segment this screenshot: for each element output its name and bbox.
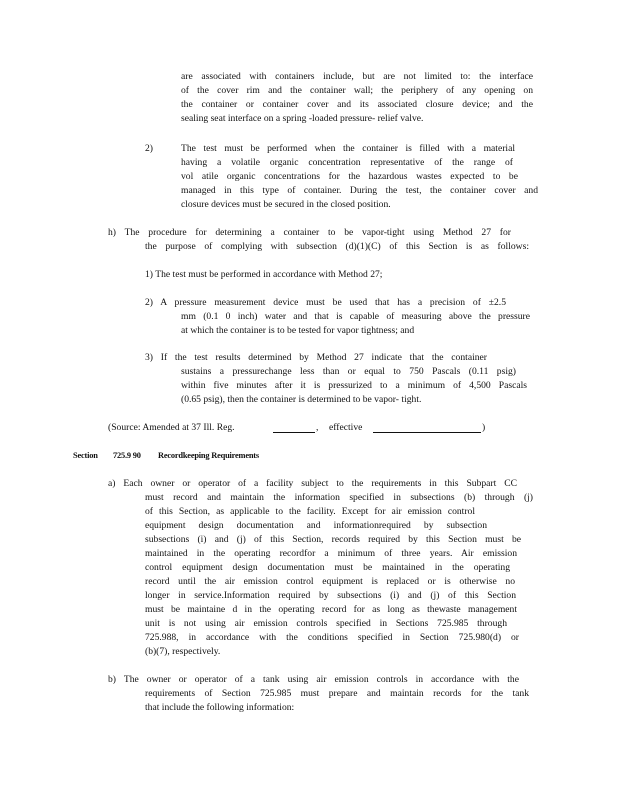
text-line: must be maintaine d in the operating record for as long as thewaste management [145,604,517,615]
text-line: (b)(7), respectively. [145,646,221,657]
text-line: of this Section, as applicable to the facility. Except for air emission control [145,506,475,517]
text-line: 3) If the test results determined by Method 27 indicate that the container [145,352,487,363]
text-line: mm (0.1 0 inch) water and that is capable of measuring above the pressure [181,311,530,322]
text-line: closure devices must be secured in the closed position. [181,199,391,210]
text-line: having a volatile organic concentration representative of the range of [181,157,513,168]
text-line: a) Each owner or operator of a facility subject to the requirements in this Subpart CC [108,478,517,489]
text-line: unit is not using air emission controls specified in Sections 725.985 through [145,618,507,629]
source-effective: effective [329,422,363,433]
text-line: The test must be performed when the container is filled with a material [181,143,515,154]
effective-date-blank [373,422,481,433]
text-line: b) The owner or operator of a tank using air emission controls in accordance with the [108,674,519,685]
text-line: 1) The test must be performed in accordance with Method 27; [145,269,383,280]
text-line: subsections (i) and (j) of this Section, records required by this Section must be [145,534,521,545]
text-line: sustains a pressurechange less than or equal to 750 Pascals (0.11 psig) [181,366,516,377]
text-line: at which the container is to be tested for vapor tightness; and [181,325,415,336]
text-line: (0.65 psig), then the container is determined to be vapor- tight. [181,394,422,405]
item-number: 2) [145,143,153,154]
text-line: of the cover rim and the container wall; the periphery of any opening on [181,85,533,96]
text-line: within five minutes after it is pressurized to a minimum of 4,500 Pascals [181,380,527,391]
text-line: equipment design documentation and informationrequired by subsection [145,520,487,531]
text-line: the purpose of complying with subsection (d)(1)(C) of this Section is as follows: [145,241,529,252]
text-line: must record and maintain the information specified in subsections (b) through (j) [145,492,533,503]
source-prefix: (Source: Amended at 37 Ill. Reg. [108,422,235,433]
text-line: h) The procedure for determining a container to be vapor-tight using Method 27 for [108,227,511,238]
text-line: managed in this type of container. During the test, the container cover and [181,185,538,196]
text-line: vol atile organic concentrations for the hazardous wastes expected to be [181,171,518,182]
text-line: requirements of Section 725.985 must prepare and maintain records for the tank [145,688,529,699]
text-line: 2) A pressure measurement device must be used that has a precision of ±2.5 [145,297,506,308]
text-line: longer in service.Information required by subsections (i) and (j) of this Section [145,590,516,601]
text-line: that include the following information: [145,702,295,713]
text-line: are associated with containers include, but are not limited to: the interface [181,71,533,82]
text-line: maintained in the operating recordfor a minimum of three years. Air emission [145,548,517,559]
text-line: sealing seat interface on a spring -loaded pressure- relief valve. [181,113,424,124]
text-line: the container or container cover and its associated closure device; and the [181,99,533,110]
section-title: Recordkeeping Requirements [158,451,259,460]
source-comma: , [316,422,319,433]
text-line: record until the air emission control equipment is replaced or is otherwise no [145,576,515,587]
date-blank [273,422,315,433]
source-close: ) [482,422,486,433]
section-label: Section [73,451,98,460]
text-line: 725.988, in accordance with the conditions specified in Section 725.980(d) or [145,632,519,643]
section-number: 725.9 90 [113,451,141,460]
text-line: control equipment design documentation must be maintained in the operating [145,562,510,573]
